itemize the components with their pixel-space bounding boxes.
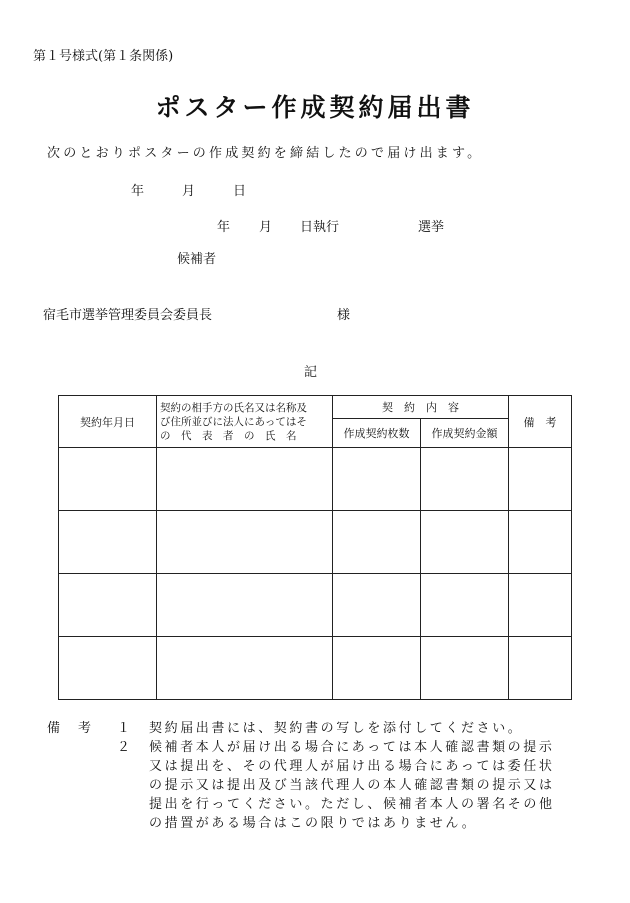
addressee: 宿毛市選挙管理委員会委員長 (43, 308, 213, 323)
cell-contract-date[interactable] (59, 637, 157, 700)
cell-remarks[interactable] (509, 511, 572, 574)
election-label: 選挙 (418, 220, 445, 235)
note-line: 候補者本人が届け出る場合にあっては本人確認書類の提示 (149, 740, 555, 755)
cell-amount[interactable] (421, 574, 509, 637)
table-row (59, 637, 572, 700)
cell-partner[interactable] (157, 511, 333, 574)
header-sheet-count: 作成契約枚数 (333, 419, 421, 448)
cell-contract-date[interactable] (59, 574, 157, 637)
election-year-label: 年 (217, 220, 231, 235)
intro-text: 次のとおりポスターの作成契約を締結したので届け出ます。 (47, 146, 484, 161)
cell-sheet-count[interactable] (333, 448, 421, 511)
cell-remarks[interactable] (509, 637, 572, 700)
note-line: 提出を行ってください。ただし、候補者本人の署名その他 (149, 797, 555, 812)
header-partner-line: 契約の相手方の氏名又は名称及 (160, 401, 307, 414)
header-partner-line: び住所並びに法人にあってはそ (160, 415, 307, 428)
cell-amount[interactable] (421, 448, 509, 511)
header-amount: 作成契約金額 (421, 419, 509, 448)
honorific: 様 (337, 308, 351, 323)
notes-heading: 備考 (47, 721, 110, 736)
candidate-label: 候補者 (177, 252, 217, 267)
header-remarks: 備 考 (509, 396, 572, 448)
cell-remarks[interactable] (509, 448, 572, 511)
cell-partner[interactable] (157, 574, 333, 637)
cell-sheet-count[interactable] (333, 511, 421, 574)
header-partner-line: の 代 表 者 の 氏 名 (160, 429, 297, 442)
cell-sheet-count[interactable] (333, 574, 421, 637)
table-row (59, 574, 572, 637)
cell-partner[interactable] (157, 448, 333, 511)
cell-remarks[interactable] (509, 574, 572, 637)
header-partner (157, 396, 333, 448)
date-month-label: 月 (182, 184, 196, 199)
note-number: ２ (117, 740, 131, 755)
header-contract-contents: 契 約 内 容 (333, 396, 509, 419)
cell-amount[interactable] (421, 637, 509, 700)
date-year-label: 年 (131, 184, 145, 199)
cell-contract-date[interactable] (59, 511, 157, 574)
cell-contract-date[interactable] (59, 448, 157, 511)
note-line: 契約届出書には、契約書の写しを添付してください。 (149, 721, 524, 736)
page-title: ポスター作成契約届出書 (155, 93, 475, 122)
header-contract-date: 契約年月日 (59, 396, 157, 448)
form-number: 第１号様式(第１条関係) (33, 49, 174, 64)
cell-sheet-count[interactable] (333, 637, 421, 700)
cell-partner[interactable] (157, 637, 333, 700)
contract-table (58, 395, 572, 700)
election-month-label: 月 (259, 220, 273, 235)
table-row (59, 448, 572, 511)
table-row (59, 511, 572, 574)
election-day-executed-label: 日執行 (300, 220, 340, 235)
cell-amount[interactable] (421, 511, 509, 574)
note-line: 又は提出を、その代理人が届け出る場合にあっては委任状 (149, 759, 555, 774)
note-line: の措置がある場合はこの限りではありません。 (149, 816, 478, 831)
ki-label: 記 (304, 365, 318, 380)
note-number: １ (117, 721, 131, 736)
note-line: の提示又は提出及び当該代理人の本人確認書類の提示又は (149, 778, 555, 793)
date-day-label: 日 (233, 184, 247, 199)
